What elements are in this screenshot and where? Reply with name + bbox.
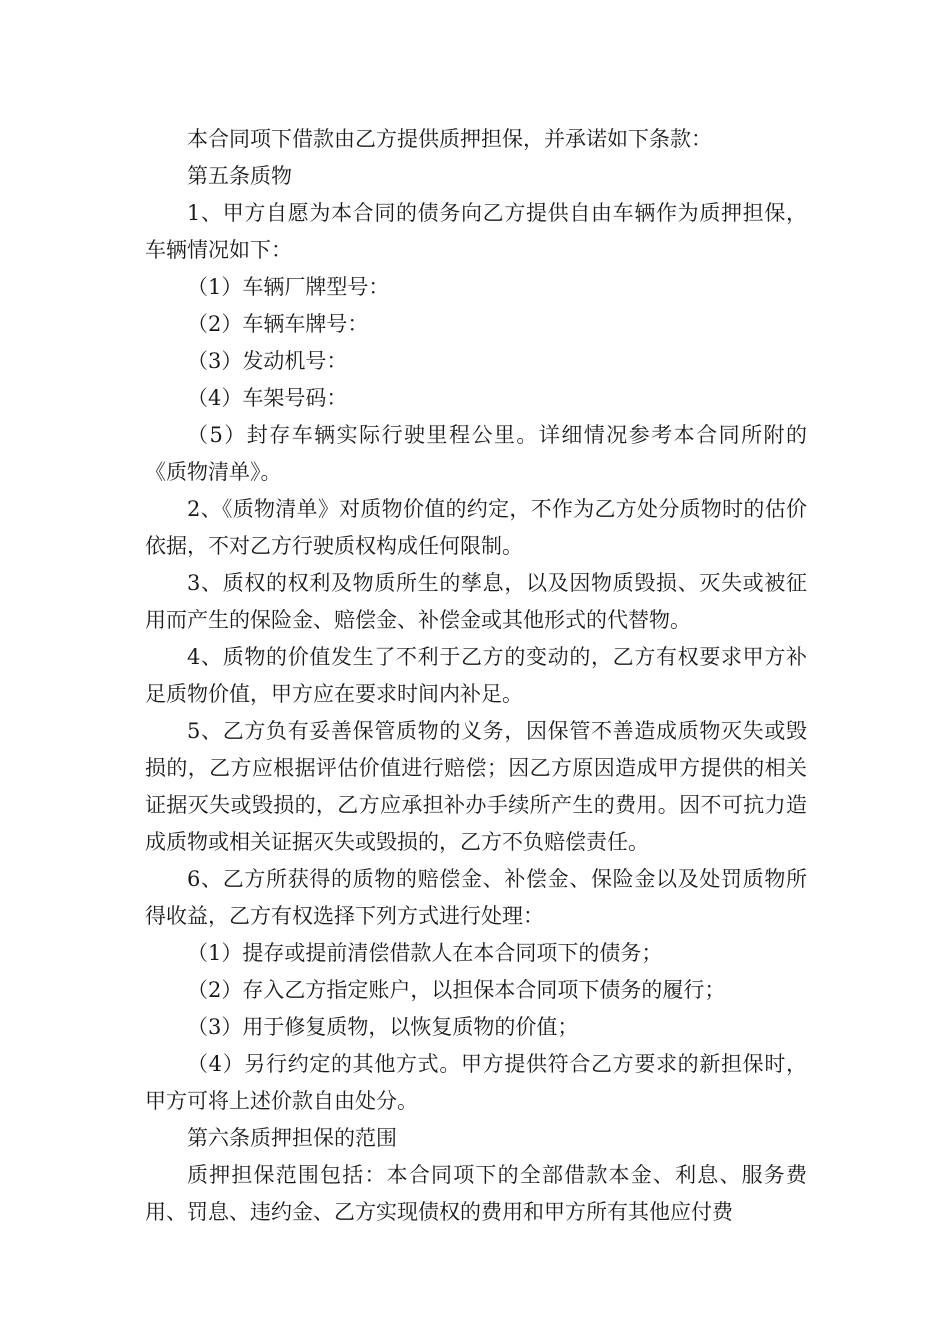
list-item-engine-number: （3）发动机号： <box>187 349 348 373</box>
paragraph-clause-2: 2、《质物清单》对质物价值的约定，不作为乙方处分质物时的估价依据，不对乙方行驶质权构成任何限制。 <box>145 497 807 558</box>
paragraph-clause-3: 3、质权的权利及物质所生的孳息，以及因物质毁损、灭失或被征用而产生的保险金、赔偿金、补偿金或其他形式的代替物。 <box>145 571 807 632</box>
list-item-option-4: （4）另行约定的其他方式。甲方提供符合乙方要求的新担保时，甲方可将上述价款自由处分。 <box>145 1052 807 1113</box>
list-item-plate-number: （2）车辆车牌号： <box>187 312 369 336</box>
list-item-vehicle-model: （1）车辆厂牌型号： <box>187 275 390 299</box>
paragraph-intro: 本合同项下借款由乙方提供质押担保，并承诺如下条款： <box>187 127 712 151</box>
heading-article-6: 第六条质押担保的范围 <box>187 1126 397 1150</box>
list-item-option-1: （1）提存或提前清偿借款人在本合同项下的债务； <box>187 941 663 965</box>
list-item-option-3: （3）用于修复质物，以恢复质物的价值； <box>187 1015 579 1039</box>
list-item-frame-number: （4）车架号码： <box>187 386 348 410</box>
paragraph-clause-5: 5、乙方负有妥善保管质物的义务，因保管不善造成质物灭失或毁损的，乙方应根据评估价值进行赔偿；因乙方原因造成甲方提供的相关证据灭失或毁损的，乙方应承担补办手续所产生的费用。因不可抗力造成质物或相关证据灭失或毁损的，乙方不负赔偿责任。 <box>145 719 807 854</box>
paragraph-clause-1: 1、甲方自愿为本合同的债务向乙方提供自由车辆作为质押担保，车辆情况如下： <box>145 201 807 262</box>
paragraph-clause-6: 6、乙方所获得的质物的赔偿金、补偿金、保险金以及处罚质物所得收益，乙方有权选择下列方式进行处理： <box>145 867 807 928</box>
paragraph-scope: 质押担保范围包括：本合同项下的全部借款本金、利息、服务费用、罚息、违约金、乙方实现债权的费用和甲方所有其他应付费 <box>145 1163 807 1224</box>
heading-article-5: 第五条质物 <box>187 164 292 188</box>
list-item-option-2: （2）存入乙方指定账户，以担保本合同项下债务的履行； <box>187 978 726 1002</box>
list-item-mileage: （5）封存车辆实际行驶里程公里。详细情况参考本合同所附的《质物清单》。 <box>145 423 807 484</box>
paragraph-clause-4: 4、质物的价值发生了不利于乙方的变动的，乙方有权要求甲方补足质物价值，甲方应在要求时间内补足。 <box>145 645 807 706</box>
document-body <box>145 121 807 1231</box>
